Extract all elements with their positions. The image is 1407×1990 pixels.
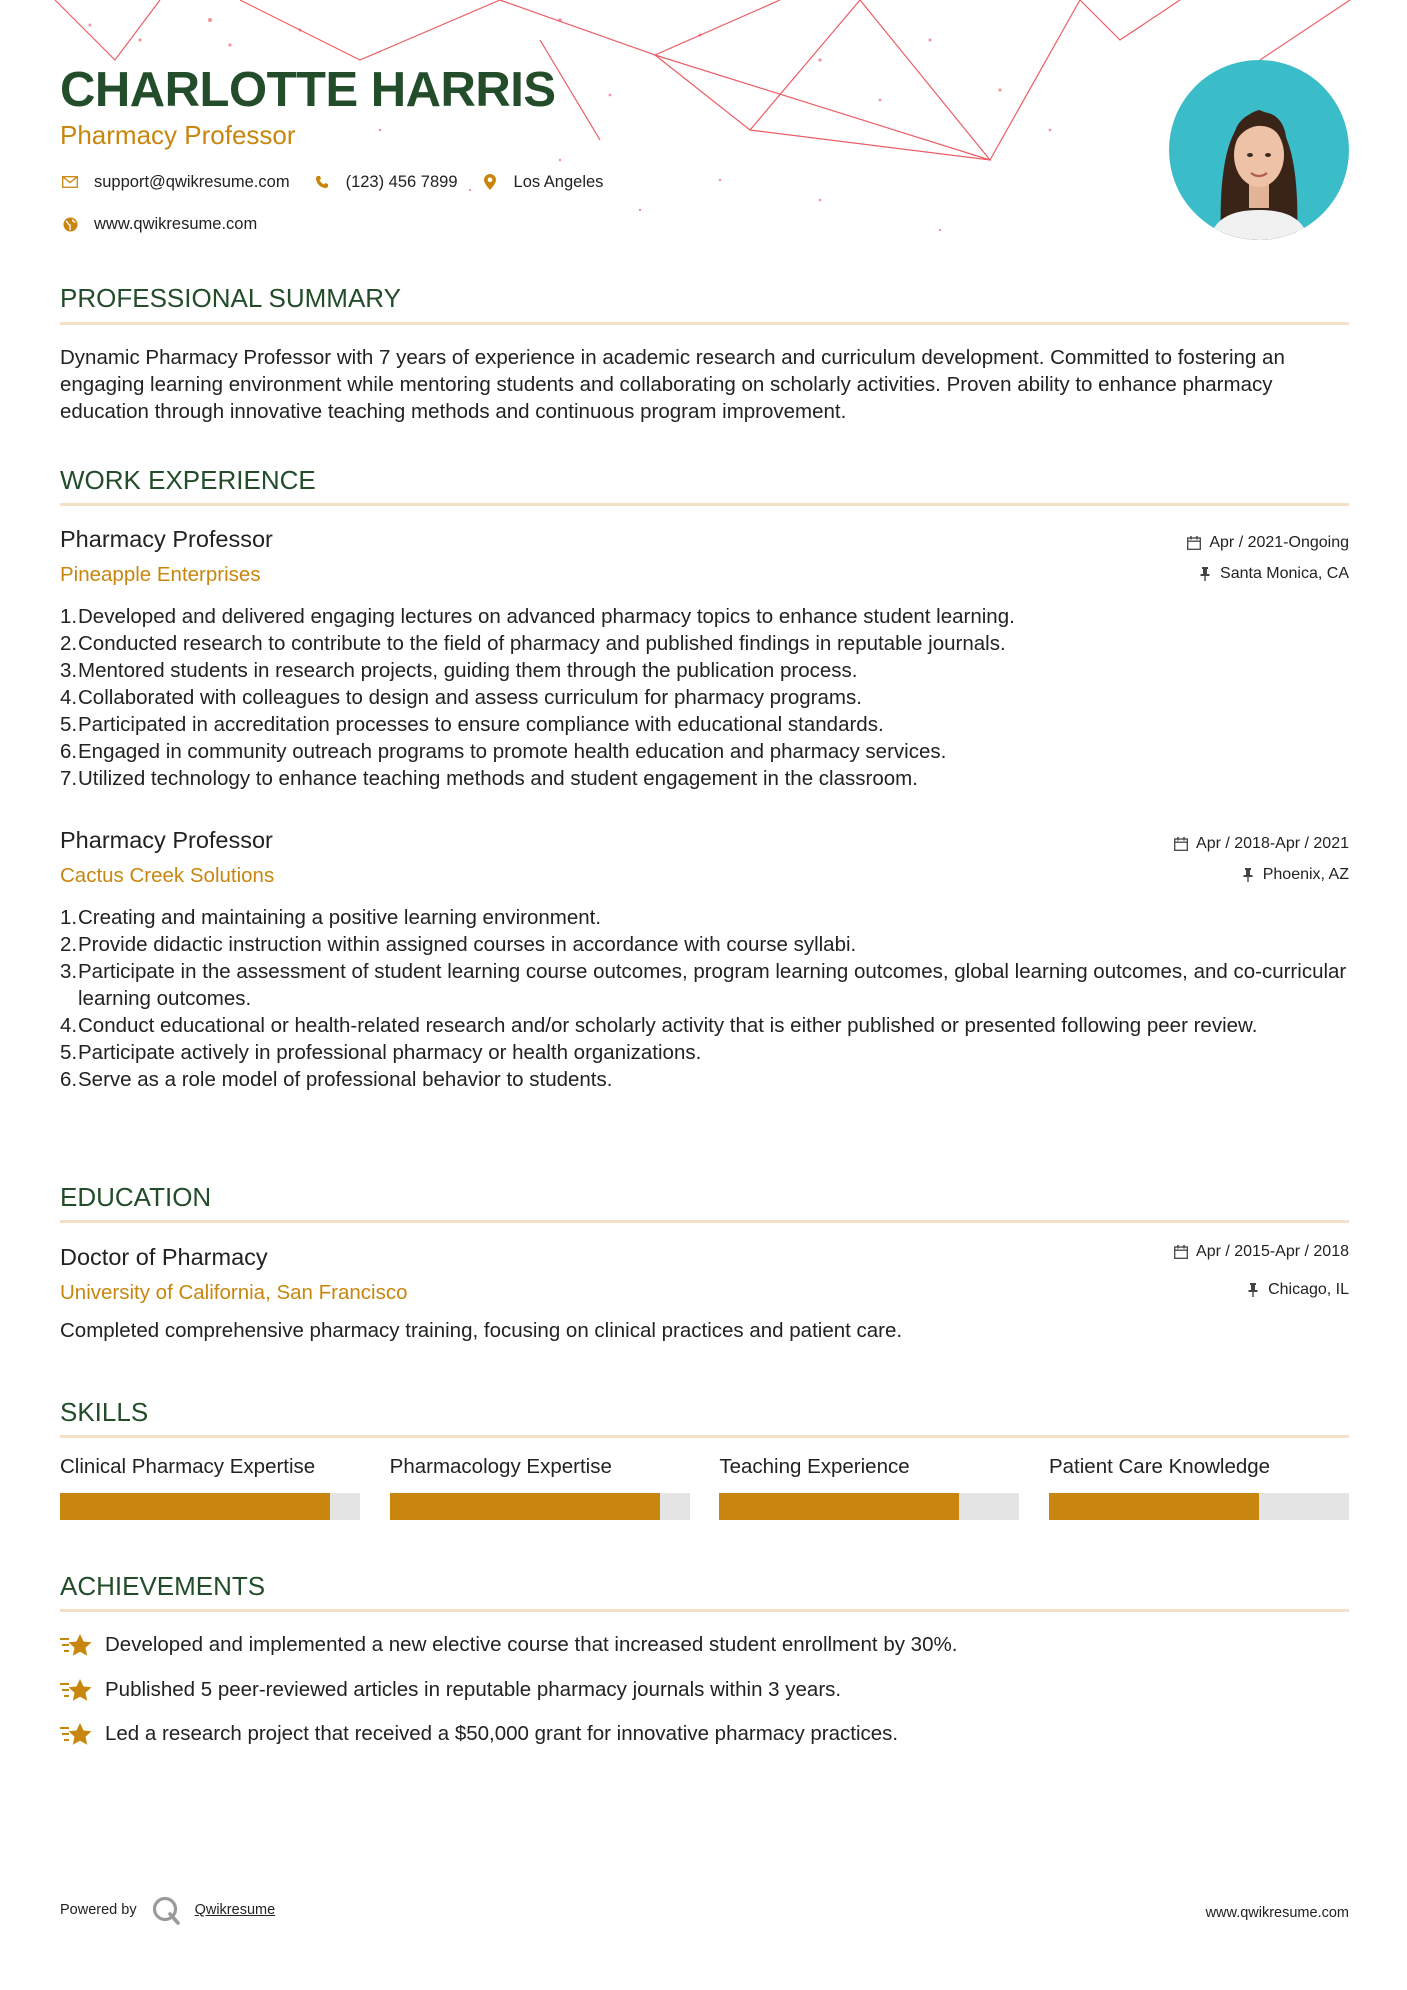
- footer-url[interactable]: www.qwikresume.com: [1205, 1905, 1349, 1921]
- email-text: support@qwikresume.com: [94, 172, 290, 191]
- skill-bar-fill: [719, 1493, 959, 1520]
- contact-website[interactable]: [60, 214, 257, 234]
- education-heading: EDUCATION: [60, 1182, 212, 1212]
- list-item: 3. Mentored students in research projects, guiding them through the publication process.: [60, 659, 858, 682]
- pushpin-icon: [1244, 1283, 1262, 1297]
- skill-bar-fill: [1049, 1493, 1259, 1520]
- envelope-icon: [60, 172, 80, 192]
- job-2-dates-text: Apr / 2018-Apr / 2021: [1196, 835, 1349, 852]
- footer-powered-by: [60, 1895, 275, 1925]
- job-1-location-text: Santa Monica, CA: [1220, 565, 1349, 582]
- list-item: 1. Developed and delivered engaging lectures on advanced pharmacy topics to enhance student learning.: [60, 605, 1015, 628]
- contact-row: [60, 172, 625, 192]
- summary-heading: PROFESSIONAL SUMMARY: [60, 283, 401, 313]
- achievement-item: [60, 1720, 898, 1748]
- education-dates-text: Apr / 2015-Apr / 2018: [1196, 1243, 1349, 1260]
- skill-bar: [1049, 1493, 1349, 1520]
- job-1-dates-text: Apr / 2021-Ongoing: [1209, 534, 1349, 551]
- pushpin-icon: [1196, 567, 1214, 581]
- qwikresume-link[interactable]: Qwikresume: [194, 1902, 276, 1918]
- education-location-text: Chicago, IL: [1268, 1281, 1349, 1298]
- map-pin-icon: [480, 172, 500, 192]
- summary-divider: [60, 322, 1349, 325]
- skill-bar: [719, 1493, 1019, 1520]
- powered-by-label: Powered by: [60, 1902, 137, 1918]
- star-award-icon: [60, 1720, 92, 1748]
- calendar-icon: [1172, 837, 1190, 851]
- list-item: 6. Serve as a role model of professional behavior to students.: [60, 1068, 613, 1091]
- achievement-text: Led a research project that received a $50,000 grant for innovative pharmacy practices.: [105, 1722, 899, 1745]
- skill-bar-fill: [390, 1493, 660, 1520]
- list-item: 7. Utilized technology to enhance teaching methods and student engagement in the classroom.: [60, 767, 918, 790]
- education-divider: [60, 1220, 1349, 1223]
- job-1-company: Pineapple Enterprises: [60, 563, 261, 586]
- education-description: Completed comprehensive pharmacy training, focusing on clinical practices and patient care.: [60, 1319, 903, 1342]
- list-item: 1. Creating and maintaining a positive learning environment.: [60, 906, 602, 929]
- phone-icon: [312, 172, 332, 192]
- job-1-location: [1196, 565, 1349, 583]
- contact-location: [480, 172, 604, 192]
- candidate-name: CHARLOTTE HARRIS: [60, 63, 556, 117]
- experience-heading: WORK EXPERIENCE: [60, 465, 316, 495]
- skill-item: [1049, 1455, 1349, 1520]
- skill-name: Patient Care Knowledge: [1048, 1455, 1271, 1478]
- achievement-item: [60, 1631, 957, 1659]
- skill-item: [719, 1455, 1019, 1520]
- star-award-icon: [60, 1631, 92, 1659]
- list-item: 6. Engaged in community outreach programs to promote health education and pharmacy services.: [60, 740, 947, 763]
- job-2-bullets: [60, 904, 1349, 1093]
- list-item: 5. Participated in accreditation processes to ensure compliance with educational standards.: [60, 713, 884, 736]
- job-2-location-text: Phoenix, AZ: [1262, 866, 1349, 883]
- list-item: 2. Conducted research to contribute to the field of pharmacy and published findings in reputable journals.: [60, 632, 1006, 655]
- skill-name: Pharmacology Expertise: [389, 1455, 612, 1478]
- contact-phone[interactable]: [312, 172, 458, 192]
- candidate-role: Pharmacy Professor: [60, 120, 296, 150]
- achievement-item: [60, 1676, 841, 1704]
- achievements-divider: [60, 1609, 1349, 1612]
- website-row: [60, 214, 279, 234]
- job-2-title: Pharmacy Professor: [60, 827, 273, 853]
- job-2-company: Cactus Creek Solutions: [60, 864, 275, 887]
- summary-text: Dynamic Pharmacy Professor with 7 years of experience in academic research and curriculum development. Committed to fostering an engaging learning environment while mentoring students and collaborating on scholarly activities. Proven ability to enhance pharmacy education through innovative teaching methods and continuous program improvement.: [60, 346, 1285, 423]
- job-2-location: [1239, 866, 1349, 884]
- calendar-icon: [1185, 536, 1203, 550]
- globe-icon: [60, 214, 80, 234]
- list-item: 3. Participate in the assessment of student learning course outcomes, program learning outcomes, global learning outcomes, and co-curricular learning outcomes.: [60, 960, 1347, 1010]
- skill-bar-fill: [60, 1493, 330, 1520]
- list-item: 5. Participate actively in professional pharmacy or health organizations.: [60, 1041, 702, 1064]
- education-location: [1244, 1281, 1349, 1299]
- website-text: www.qwikresume.com: [94, 214, 258, 233]
- skill-item: [60, 1455, 360, 1520]
- school-name: University of California, San Francisco: [60, 1281, 408, 1304]
- contact-email[interactable]: [60, 172, 290, 192]
- job-2-dates: [1172, 835, 1349, 853]
- achievement-text: Developed and implemented a new elective course that increased student enrollment by 30%.: [105, 1633, 958, 1656]
- achievements-heading: ACHIEVEMENTS: [60, 1571, 266, 1601]
- skills-heading: SKILLS: [60, 1397, 149, 1427]
- phone-text: (123) 456 7899: [345, 172, 458, 191]
- degree-title: Doctor of Pharmacy: [60, 1244, 268, 1270]
- job-1-dates: [1185, 534, 1349, 552]
- skill-bar: [60, 1493, 360, 1520]
- location-text: Los Angeles: [513, 172, 604, 191]
- job-1-title: Pharmacy Professor: [60, 526, 273, 552]
- list-item: 2. Provide didactic instruction within assigned courses in accordance with course syllabi.: [60, 933, 857, 956]
- skill-item: [390, 1455, 690, 1520]
- list-item: 4. Collaborated with colleagues to design and assess curriculum for pharmacy programs.: [60, 686, 862, 709]
- star-award-icon: [60, 1676, 92, 1704]
- skills-list: [60, 1455, 1349, 1520]
- pushpin-icon: [1239, 868, 1257, 882]
- skills-divider: [60, 1435, 1349, 1438]
- skill-bar: [390, 1493, 690, 1520]
- education-dates: [1172, 1243, 1349, 1261]
- skill-name: Clinical Pharmacy Expertise: [60, 1455, 316, 1478]
- skill-name: Teaching Experience: [719, 1455, 910, 1478]
- profile-photo: [1169, 60, 1349, 240]
- job-1-bullets: [60, 603, 1349, 792]
- achievement-text: Published 5 peer-reviewed articles in reputable pharmacy journals within 3 years.: [105, 1678, 842, 1701]
- experience-divider: [60, 503, 1349, 506]
- list-item: 4. Conduct educational or health-related research and/or scholarly activity that is either published or presented following peer review.: [60, 1014, 1258, 1037]
- qwikresume-logo-icon: [151, 1895, 181, 1925]
- calendar-icon: [1172, 1245, 1190, 1259]
